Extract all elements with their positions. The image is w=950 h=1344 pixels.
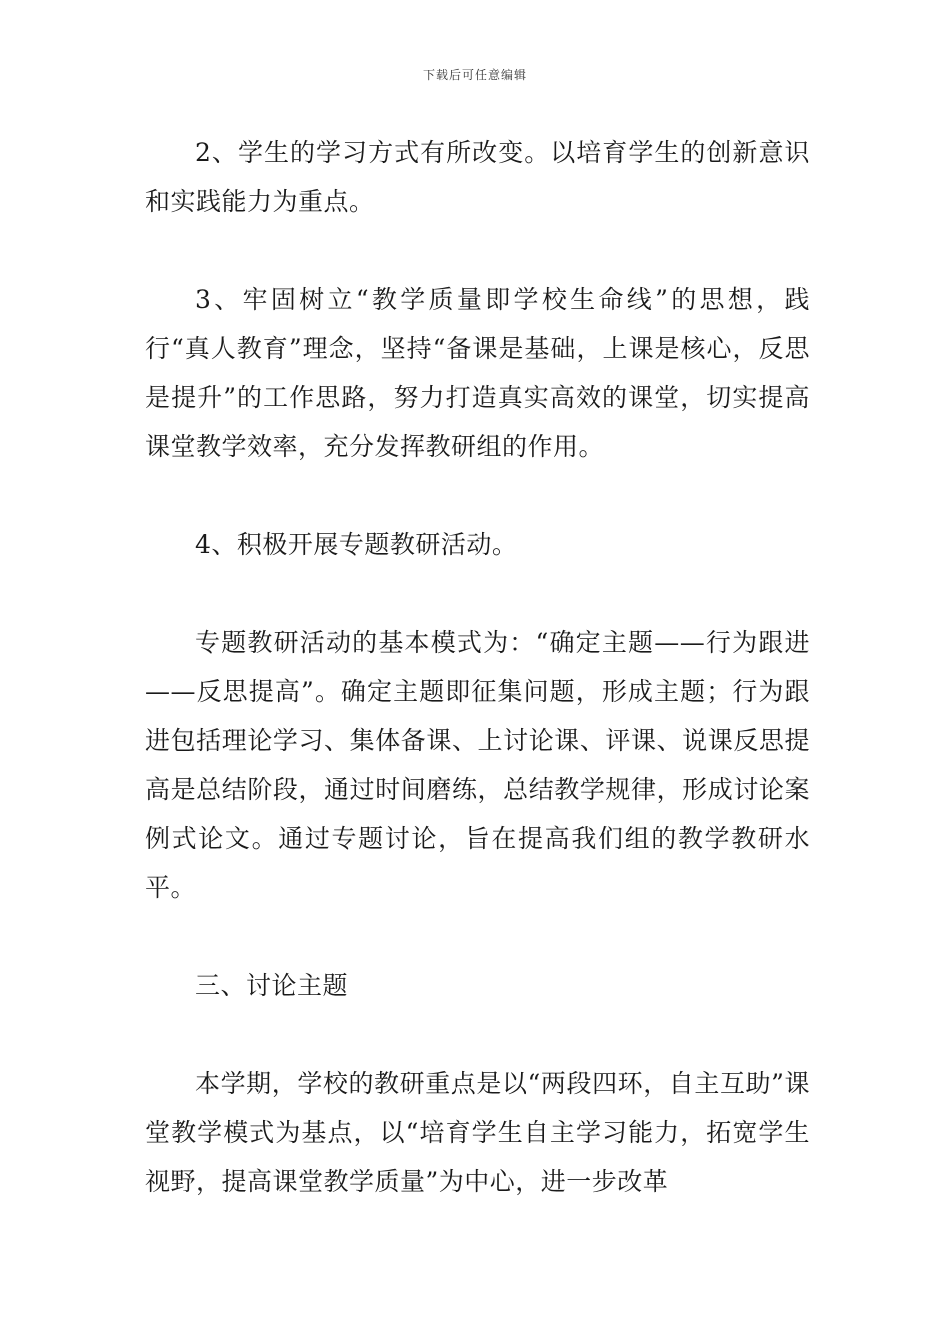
header-note: 下载后可任意编辑	[422, 68, 527, 82]
paragraph-item-2: 2、学生的学习方式有所改变。以培育学生的创新意识和实践能力为重点。	[145, 138, 810, 216]
paragraph-gap	[145, 226, 810, 275]
paragraph-gap	[145, 569, 810, 618]
paragraph-topic-model: 专题教研活动的基本模式为：“确定主题——行为跟进——反思提高”。确定主题即征集问题，形成主题；行为跟进包括理论学习、集体备课、上讨论课、评课、说课反思提高是总结阶段，通过时间磨练，总结教学规律，形成讨论案例式论文。通过专题讨论，旨在提高我们组的教学教研水平。	[145, 628, 810, 902]
paragraph-item-4: 4、积极开展专题教研活动。	[195, 530, 518, 559]
paragraph-gap	[145, 1010, 810, 1059]
paragraph-gap	[145, 912, 810, 961]
section-heading: 三、讨论主题	[195, 971, 349, 1000]
document-body	[145, 128, 810, 1206]
paragraph-item-3: 3、牢固树立“教学质量即学校生命线”的思想，践行“真人教育”理念，坚持“备课是基础，上课是核心，反思是提升”的工作思路，努力打造真实高效的课堂，切实提高课堂教学效率，充分发挥教研组的作用。	[145, 285, 810, 461]
paragraph-semester: 本学期，学校的教研重点是以“两段四环，自主互助”课堂教学模式为基点，以“培育学生自主学习能力，拓宽学生视野，提高课堂教学质量”为中心，进一步改革	[145, 1069, 810, 1196]
paragraph-gap	[145, 471, 810, 520]
